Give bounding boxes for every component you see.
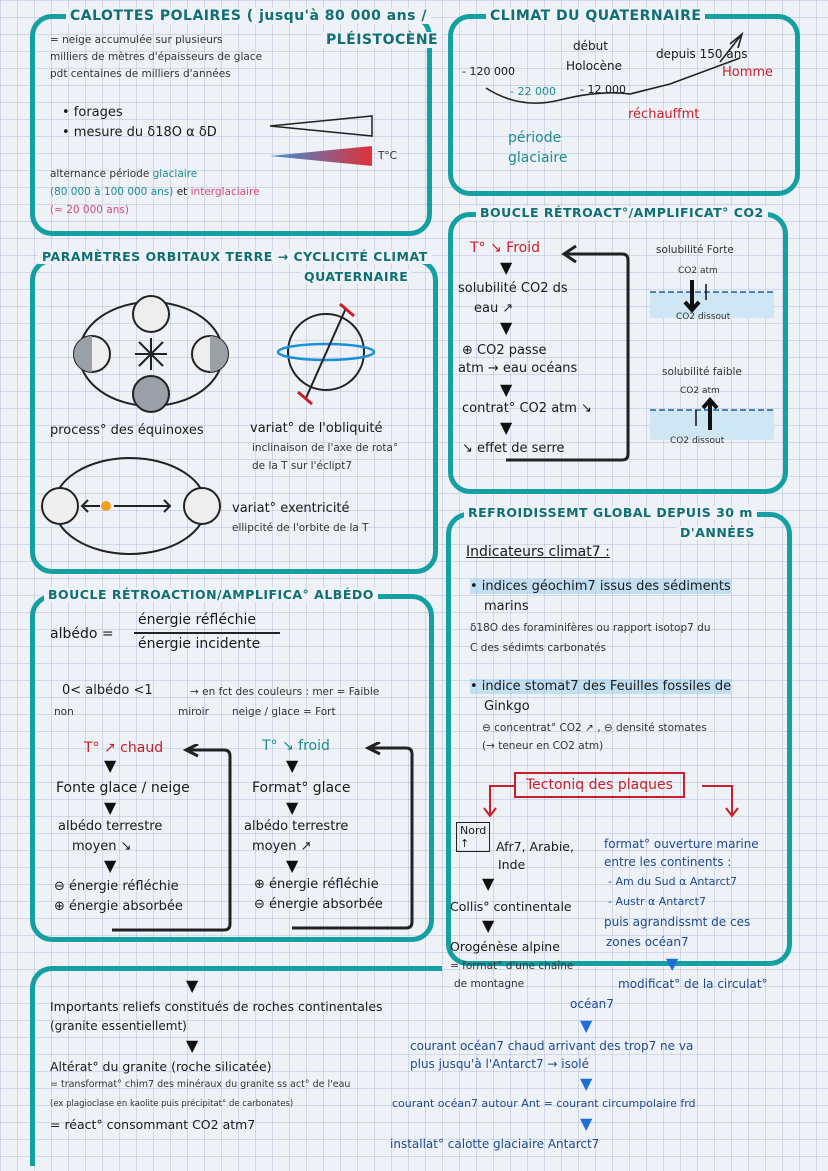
indic-2: marins [484,599,529,614]
obliquity-diagram [274,298,384,410]
formation-arrow: ▼ [666,954,679,973]
albedo-arrow-2: ▼ [104,798,117,817]
formation-5: puis agrandissmt de ces [604,915,751,929]
alternance-label: alternance période [50,168,150,180]
ocean-line-3: courant océan7 autour Ant = courant circumpolaire frd [392,1097,696,1110]
tectonique-box: Tectoniq des plaques [514,772,685,798]
co2-step-1: solubilité CO2 ds [458,281,568,296]
nord-tag: Nord ↑ [456,822,490,852]
albedo-denominator: énergie incidente [138,636,261,652]
alternance-text [50,168,197,180]
interglaciaire-word: interglaciaire [190,186,260,198]
water-diagram-2 [650,394,774,440]
climat-m22: - 22 000 [510,85,556,98]
glaciaire-word: glaciaire [152,168,198,180]
climat-homme: Homme [722,65,774,80]
froid-step-2: albédo terrestre [244,819,349,834]
bottom-line-3: Altérat° du granite (roche silicatée) [50,1059,272,1074]
chaud-step-5: ⊕ énergie absorbée [54,899,183,914]
afrique-line-2: Inde [498,857,526,872]
afrique-line-1: Afr7, Arabie, [496,839,574,854]
climat-m12: - 12 000 [580,83,626,96]
collision-label: Collis° continentale [450,899,572,914]
climat-periode: période [508,130,562,146]
chaud-step-1: Fonte glace / neige [56,780,190,796]
froid-step-1: Format° glace [252,780,351,796]
indic-7: ⊖ concentrat° CO2 ↗ , ⊖ densité stomates [482,722,707,734]
obliquite-desc-1: inclinaison de l'axe de rota° [252,442,399,454]
albedo-fct: → en fct des couleurs : mer = Faible [190,686,380,698]
bottom-line-6: = réact° consommant CO2 atm7 [50,1117,256,1132]
obliquite-desc-2: de la T sur l'éclipt7 [252,460,353,472]
froid-loop-arrow [290,742,414,934]
formation-1: format° ouverture marine [604,837,759,851]
indic-1-text: • indices géochim7 issus des sédiments [470,579,731,594]
bottom-line-5: (ex plagioclase en kaolite puis précipitat° de carbonates) [50,1099,294,1109]
et-word: et [176,186,188,198]
co2-loop-arrow [500,244,634,466]
climate-curve [480,30,760,120]
ocean-line-4: installat° calotte glaciaire Antarct7 [390,1137,600,1151]
albedo-arrow-1: ▼ [104,756,117,775]
bottom-line-1: Importants reliefs constitués de roches continentales [50,999,383,1014]
orogenese-desc-2: de montagne [454,978,525,990]
albedo-miroir: miroir [178,706,209,718]
orbitaux-title-2: QUATERNAIRE [300,270,412,284]
climat-m120: - 120 000 [462,65,515,78]
solubilite-faible: solubilité faible [662,366,742,378]
co2-arrow-3: ▼ [500,380,513,399]
calottes-bullet-1: • forages [62,105,123,120]
indic-4: C des sédimts carbonatés [470,642,607,654]
calottes-line-3: pdt centaines de milliers d'années [50,68,231,80]
ocean-arrow-3: ▼ [580,1114,593,1133]
formation-2: entre les continents : [604,855,732,869]
climat-glaciaire: glaciaire [508,150,568,166]
fraction-bar [134,632,280,634]
froid-step-5: ⊖ énergie absorbée [254,897,383,912]
ocean-line-2: plus jusqu'à l'Antarct7 → isolé [410,1057,589,1071]
albedo-arrow-3: ▼ [104,856,117,875]
co2-step-6: ↘ effet de serre [462,441,565,456]
albedo-arrow-4: ▼ [286,756,299,775]
chaud-label: T° ↗ chaud [84,740,164,756]
climat-title: CLIMAT DU QUATERNAIRE [486,8,705,24]
indic-8: (→ teneur en CO2 atm) [482,740,604,752]
co2-step-2: eau ↗ [474,301,514,316]
chaud-step-2: albédo terrestre [58,819,163,834]
co2-step-3: ⊕ CO2 passe [462,343,547,358]
co2-dissout-1: CO2 dissout [676,312,731,322]
climat-holocene: Holocène [566,59,623,73]
tectonique-arrows [480,784,750,824]
glaciaire-duration: (80 000 à 100 000 ans) [50,186,174,198]
eccentricity-diagram [38,454,224,564]
formation-6: zones océan7 [606,935,689,949]
bottom-arrow-1: ▼ [186,976,199,995]
albedo-numerator: énergie réfléchie [138,612,257,628]
co2-dissout-2: CO2 dissout [670,436,725,446]
climat-rechauff: réchauffmt [628,107,700,122]
froid-step-3: moyen ↗ [252,839,312,854]
co2-title: BOUCLE RÉTROACT°/AMPLIFICAT° CO2 [476,206,768,220]
obliquite-label: variat° de l'obliquité [250,421,383,436]
indic-1 [470,580,731,595]
co2-atm-1: CO2 atm [678,266,718,276]
orogenese-desc-1: = format° d'une chaîne [450,960,574,972]
albedo-lhs: albédo = [50,626,114,642]
equinox-diagram [66,294,236,414]
albedo-title: BOUCLE RÉTROACTION/AMPLIFICA° ALBÉDO [44,588,378,602]
formation-3: - Am du Sud α Antarct7 [608,875,738,888]
co2-step-5: contrat° CO2 atm ↘ [462,401,592,416]
calottes-bullet-2: • mesure du δ18O α δD [62,125,217,140]
co2-froid: T° ↘ Froid [470,240,541,256]
temperature-label: T°C [378,150,397,162]
formation-4: - Austr α Antarct7 [608,895,706,908]
albedo-arrow-6: ▼ [286,856,299,875]
albedo-arrow-5: ▼ [286,798,299,817]
solubilite-forte: solubilité Forte [656,244,734,256]
collision-arrow: ▼ [482,874,495,893]
calottes-title: CALOTTES POLAIRES ( jusqu'à 80 000 ans / [66,8,431,24]
equinoxes-label: process° des équinoxes [50,423,204,438]
ocean-arrow-1: ▼ [580,1016,593,1035]
alternance-glac-duration [50,186,260,198]
indic-5-text: • indice stomat7 des Feuilles fossiles de [470,679,732,694]
excentricite-desc: ellipcité de l'orbite de la T [232,522,369,534]
co2-arrow-1: ▼ [500,258,513,277]
refroid-title-2: D'ANNÉES [676,526,759,540]
orogenese-label: Orogénèse alpine [450,939,560,954]
wedge-diagram [268,114,378,170]
calottes-line-1: = neige accumulée sur plusieurs [50,34,223,46]
albedo-neige: neige / glace = Fort [232,706,336,718]
orogenese-arrow: ▼ [482,916,495,935]
ocean-arrow-2: ▼ [580,1074,593,1093]
indic-6: Ginkgo [484,699,530,714]
co2-arrow-4: ▼ [500,418,513,437]
modif-ocean: océan7 [570,997,614,1011]
indicateurs-label: Indicateurs climat7 : [466,544,610,560]
modif-circulation: modificat° de la circulat° [618,977,768,991]
bottom-line-2: (granite essentiellemt) [50,1019,187,1033]
indic-5 [470,680,731,695]
excentricite-label: variat° exentricité [232,501,350,516]
froid-label: T° ↘ froid [262,738,330,754]
calottes-line-2: milliers de mètres d'épaisseurs de glace [50,51,263,63]
calottes-title-2: PLÉISTOCÈNE [322,32,442,48]
orbitaux-title: PARAMÈTRES ORBITAUX TERRE → CYCLICITÉ CLIMAT [38,250,432,264]
nord-label: Nord [460,824,487,837]
ocean-line-1: courant océan7 chaud arrivant des trop7 ne va [410,1039,694,1053]
albedo-non: non [54,706,74,718]
refroid-title: REFROIDISSEMT GLOBAL DEPUIS 30 m [464,506,757,520]
chaud-step-3: moyen ↘ [72,839,132,854]
climat-depuis: depuis 150 ans [656,47,748,61]
climat-debut: début [573,39,608,53]
bottom-arrow-2: ▼ [186,1036,199,1055]
bottom-line-4: = transformat° chim7 des minéraux du granite ss act° de l'eau [50,1079,351,1090]
indic-3: δ18O des foraminifères ou rapport isotop7 du [470,622,711,634]
co2-arrow-2: ▼ [500,318,513,337]
co2-step-4: atm → eau océans [458,361,578,376]
chaud-loop-arrow [110,744,232,936]
co2-atm-2: CO2 atm [680,386,720,396]
albedo-range: 0< albédo <1 [62,683,153,698]
froid-step-4: ⊕ énergie réfléchie [254,877,379,892]
interglaciaire-duration: (≈ 20 000 ans) [50,204,129,216]
chaud-step-4: ⊖ énergie réfléchie [54,879,179,894]
